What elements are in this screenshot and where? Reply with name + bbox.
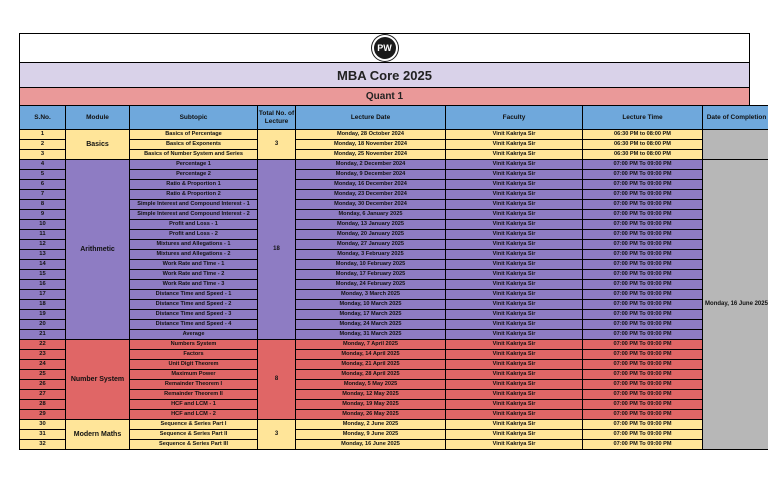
- table-row: [20, 150, 768, 160]
- cell-faculty: Vinit Kakriya Sir: [446, 210, 583, 220]
- cell-sno: 8: [20, 200, 66, 210]
- cell-sno: 32: [20, 440, 66, 450]
- cell-subtopic: Ratio & Proportion 2: [130, 190, 258, 200]
- cell-faculty: Vinit Kakriya Sir: [446, 380, 583, 390]
- table-row: [20, 260, 768, 270]
- cell-sno: 12: [20, 240, 66, 250]
- cell-subtopic: Distance Time and Speed - 3: [130, 310, 258, 320]
- cell-faculty: Vinit Kakriya Sir: [446, 160, 583, 170]
- cell-time: 07:00 PM To 09:00 PM: [583, 420, 703, 430]
- table-row: [20, 230, 768, 240]
- header-subtopic: Subtopic: [130, 106, 258, 130]
- cell-time: 07:00 PM To 09:00 PM: [583, 390, 703, 400]
- cell-subtopic: Remainder Theorem I: [130, 380, 258, 390]
- cell-sno: 26: [20, 380, 66, 390]
- cell-time: 07:00 PM To 09:00 PM: [583, 250, 703, 260]
- cell-faculty: Vinit Kakriya Sir: [446, 250, 583, 260]
- cell-faculty: Vinit Kakriya Sir: [446, 150, 583, 160]
- cell-sno: 2: [20, 140, 66, 150]
- cell-subtopic: Basics of Exponents: [130, 140, 258, 150]
- subject-title: Quant 1: [19, 87, 750, 105]
- cell-faculty: Vinit Kakriya Sir: [446, 270, 583, 280]
- cell-sno: 18: [20, 300, 66, 310]
- table-row: [20, 370, 768, 380]
- cell-time: 07:00 PM To 09:00 PM: [583, 410, 703, 420]
- table-row: [20, 210, 768, 220]
- cell-time: 07:00 PM To 09:00 PM: [583, 440, 703, 450]
- table-row: [20, 380, 768, 390]
- cell-sno: 1: [20, 130, 66, 140]
- cell-time: 07:00 PM To 09:00 PM: [583, 180, 703, 190]
- cell-sno: 30: [20, 420, 66, 430]
- cell-time: 07:00 PM To 09:00 PM: [583, 300, 703, 310]
- cell-faculty: Vinit Kakriya Sir: [446, 170, 583, 180]
- cell-time: 06:30 PM to 08:00 PM: [583, 140, 703, 150]
- cell-sno: 25: [20, 370, 66, 380]
- cell-faculty: Vinit Kakriya Sir: [446, 190, 583, 200]
- table-row: [20, 440, 768, 450]
- cell-module: Number System: [66, 340, 130, 420]
- table-row: [20, 340, 768, 350]
- cell-faculty: Vinit Kakriya Sir: [446, 390, 583, 400]
- cell-sno: 21: [20, 330, 66, 340]
- table-row: [20, 300, 768, 310]
- schedule-body: [20, 130, 768, 450]
- cell-sno: 7: [20, 190, 66, 200]
- cell-sno: 24: [20, 360, 66, 370]
- cell-faculty: Vinit Kakriya Sir: [446, 320, 583, 330]
- cell-subtopic: Sequence & Series Part I: [130, 420, 258, 430]
- cell-date: Monday, 19 May 2025: [296, 400, 446, 410]
- cell-time: 07:00 PM To 09:00 PM: [583, 430, 703, 440]
- cell-faculty: Vinit Kakriya Sir: [446, 350, 583, 360]
- table-row: [20, 200, 768, 210]
- cell-subtopic: Numbers System: [130, 340, 258, 350]
- cell-date: Monday, 3 February 2025: [296, 250, 446, 260]
- cell-time: 07:00 PM To 09:00 PM: [583, 290, 703, 300]
- cell-time: 07:00 PM To 09:00 PM: [583, 170, 703, 180]
- cell-faculty: Vinit Kakriya Sir: [446, 430, 583, 440]
- header-completion: Date of Completion: [703, 106, 768, 130]
- cell-date: Monday, 7 April 2025: [296, 340, 446, 350]
- table-row: [20, 180, 768, 190]
- cell-time: 07:00 PM To 09:00 PM: [583, 340, 703, 350]
- table-row: [20, 400, 768, 410]
- header-date: Lecture Date: [296, 106, 446, 130]
- cell-faculty: Vinit Kakriya Sir: [446, 360, 583, 370]
- cell-subtopic: Factors: [130, 350, 258, 360]
- cell-time: 07:00 PM To 09:00 PM: [583, 400, 703, 410]
- cell-sno: 3: [20, 150, 66, 160]
- cell-date: Monday, 25 November 2024: [296, 150, 446, 160]
- cell-faculty: Vinit Kakriya Sir: [446, 230, 583, 240]
- cell-subtopic: Basics of Number System and Series: [130, 150, 258, 160]
- header-faculty: Faculty: [446, 106, 583, 130]
- cell-date: Monday, 24 February 2025: [296, 280, 446, 290]
- cell-sno: 22: [20, 340, 66, 350]
- cell-sno: 23: [20, 350, 66, 360]
- cell-sno: 13: [20, 250, 66, 260]
- table-row: [20, 390, 768, 400]
- cell-time: 07:00 PM To 09:00 PM: [583, 210, 703, 220]
- cell-module: Basics: [66, 130, 130, 160]
- cell-module: Arithmetic: [66, 160, 130, 340]
- cell-faculty: Vinit Kakriya Sir: [446, 340, 583, 350]
- cell-faculty: Vinit Kakriya Sir: [446, 130, 583, 140]
- cell-time: 07:00 PM To 09:00 PM: [583, 190, 703, 200]
- cell-faculty: Vinit Kakriya Sir: [446, 420, 583, 430]
- cell-subtopic: Mixtures and Allegations - 1: [130, 240, 258, 250]
- cell-time: 07:00 PM To 09:00 PM: [583, 310, 703, 320]
- table-row: [20, 140, 768, 150]
- cell-sno: 20: [20, 320, 66, 330]
- cell-sno: 9: [20, 210, 66, 220]
- table-row: [20, 170, 768, 180]
- cell-subtopic: Distance Time and Speed - 1: [130, 290, 258, 300]
- cell-date: Monday, 23 December 2024: [296, 190, 446, 200]
- cell-subtopic: Ratio & Proportion 1: [130, 180, 258, 190]
- table-row: [20, 430, 768, 440]
- cell-subtopic: Remainder Theorem II: [130, 390, 258, 400]
- cell-subtopic: Simple Interest and Compound Interest - 2: [130, 210, 258, 220]
- table-row: [20, 310, 768, 320]
- page-title: MBA Core 2025: [19, 62, 750, 87]
- cell-completion: Monday, 16 June 2025: [703, 160, 768, 450]
- table-row: [20, 420, 768, 430]
- cell-lecture-count: 3: [258, 130, 296, 160]
- cell-time: 07:00 PM To 09:00 PM: [583, 220, 703, 230]
- cell-time: 07:00 PM To 09:00 PM: [583, 240, 703, 250]
- cell-faculty: Vinit Kakriya Sir: [446, 400, 583, 410]
- cell-time: 07:00 PM To 09:00 PM: [583, 320, 703, 330]
- logo-band: [19, 33, 750, 62]
- cell-time: 07:00 PM To 09:00 PM: [583, 160, 703, 170]
- cell-subtopic: Percentage 1: [130, 160, 258, 170]
- cell-sno: 16: [20, 280, 66, 290]
- cell-date: Monday, 28 October 2024: [296, 130, 446, 140]
- cell-sno: 5: [20, 170, 66, 180]
- table-row: [20, 270, 768, 280]
- table-row: [20, 280, 768, 290]
- table-row: [20, 160, 768, 170]
- table-row: [20, 220, 768, 230]
- cell-subtopic: Unit Digit Theorem: [130, 360, 258, 370]
- table-row: [20, 320, 768, 330]
- cell-subtopic: Profit and Loss - 1: [130, 220, 258, 230]
- cell-faculty: Vinit Kakriya Sir: [446, 280, 583, 290]
- cell-date: Monday, 2 June 2025: [296, 420, 446, 430]
- cell-subtopic: Work Rate and Time - 3: [130, 280, 258, 290]
- table-row: [20, 240, 768, 250]
- cell-faculty: Vinit Kakriya Sir: [446, 310, 583, 320]
- cell-lecture-count: 18: [258, 160, 296, 340]
- cell-faculty: Vinit Kakriya Sir: [446, 410, 583, 420]
- cell-subtopic: Distance Time and Speed - 2: [130, 300, 258, 310]
- cell-subtopic: Mixtures and Allegations - 2: [130, 250, 258, 260]
- cell-subtopic: Distance Time and Speed - 4: [130, 320, 258, 330]
- cell-date: Monday, 28 April 2025: [296, 370, 446, 380]
- cell-sno: 15: [20, 270, 66, 280]
- cell-sno: 19: [20, 310, 66, 320]
- cell-faculty: Vinit Kakriya Sir: [446, 290, 583, 300]
- cell-sno: 28: [20, 400, 66, 410]
- header-time: Lecture Time: [583, 106, 703, 130]
- cell-sno: 29: [20, 410, 66, 420]
- cell-time: 07:00 PM To 09:00 PM: [583, 350, 703, 360]
- cell-time: 07:00 PM To 09:00 PM: [583, 380, 703, 390]
- pw-logo: PW: [374, 37, 396, 59]
- cell-date: Monday, 9 December 2024: [296, 170, 446, 180]
- cell-subtopic: Maximum Power: [130, 370, 258, 380]
- cell-date: Monday, 26 May 2025: [296, 410, 446, 420]
- cell-subtopic: Simple Interest and Compound Interest - 1: [130, 200, 258, 210]
- cell-sno: 11: [20, 230, 66, 240]
- cell-time: 07:00 PM To 09:00 PM: [583, 260, 703, 270]
- cell-time: 07:00 PM To 09:00 PM: [583, 200, 703, 210]
- cell-faculty: Vinit Kakriya Sir: [446, 330, 583, 340]
- cell-date: Monday, 21 April 2025: [296, 360, 446, 370]
- cell-time: 07:00 PM To 09:00 PM: [583, 230, 703, 240]
- cell-date: Monday, 3 March 2025: [296, 290, 446, 300]
- cell-subtopic: Sequence & Series Part II: [130, 430, 258, 440]
- cell-faculty: Vinit Kakriya Sir: [446, 180, 583, 190]
- cell-subtopic: HCF and LCM - 2: [130, 410, 258, 420]
- table-row: [20, 190, 768, 200]
- cell-module: Modern Maths: [66, 420, 130, 450]
- cell-date: Monday, 24 March 2025: [296, 320, 446, 330]
- cell-time: 07:00 PM To 09:00 PM: [583, 270, 703, 280]
- schedule-sheet: [19, 33, 768, 450]
- schedule-table: [19, 105, 768, 450]
- cell-subtopic: Percentage 2: [130, 170, 258, 180]
- cell-time: 06:30 PM to 08:00 PM: [583, 130, 703, 140]
- cell-sno: 27: [20, 390, 66, 400]
- cell-faculty: Vinit Kakriya Sir: [446, 240, 583, 250]
- cell-date: Monday, 6 January 2025: [296, 210, 446, 220]
- cell-lecture-count: 3: [258, 420, 296, 450]
- cell-subtopic: Work Rate and Time - 1: [130, 260, 258, 270]
- cell-faculty: Vinit Kakriya Sir: [446, 370, 583, 380]
- cell-faculty: Vinit Kakriya Sir: [446, 300, 583, 310]
- cell-subtopic: Basics of Percentage: [130, 130, 258, 140]
- cell-subtopic: Average: [130, 330, 258, 340]
- cell-date: Monday, 14 April 2025: [296, 350, 446, 360]
- table-row: [20, 350, 768, 360]
- cell-sno: 6: [20, 180, 66, 190]
- cell-sno: 17: [20, 290, 66, 300]
- cell-time: 07:00 PM To 09:00 PM: [583, 330, 703, 340]
- cell-faculty: Vinit Kakriya Sir: [446, 140, 583, 150]
- cell-faculty: Vinit Kakriya Sir: [446, 200, 583, 210]
- cell-date: Monday, 31 March 2025: [296, 330, 446, 340]
- table-row: [20, 410, 768, 420]
- table-row: [20, 130, 768, 140]
- cell-date: Monday, 17 February 2025: [296, 270, 446, 280]
- cell-faculty: Vinit Kakriya Sir: [446, 260, 583, 270]
- cell-date: Monday, 27 January 2025: [296, 240, 446, 250]
- cell-faculty: Vinit Kakriya Sir: [446, 440, 583, 450]
- header-module: Module: [66, 106, 130, 130]
- cell-date: Monday, 20 January 2025: [296, 230, 446, 240]
- cell-time: 07:00 PM To 09:00 PM: [583, 370, 703, 380]
- table-row: [20, 360, 768, 370]
- header-row: [20, 106, 768, 130]
- cell-subtopic: Work Rate and Time - 2: [130, 270, 258, 280]
- table-row: [20, 250, 768, 260]
- cell-date: Monday, 13 January 2025: [296, 220, 446, 230]
- cell-date: Monday, 16 December 2024: [296, 180, 446, 190]
- table-row: [20, 290, 768, 300]
- cell-sno: 4: [20, 160, 66, 170]
- cell-subtopic: Profit and Loss - 2: [130, 230, 258, 240]
- cell-completion-empty: [703, 130, 768, 160]
- cell-time: 06:30 PM to 08:00 PM: [583, 150, 703, 160]
- header-total: Total No. of Lecture: [258, 106, 296, 130]
- cell-date: Monday, 12 May 2025: [296, 390, 446, 400]
- cell-time: 07:00 PM To 09:00 PM: [583, 360, 703, 370]
- cell-sno: 31: [20, 430, 66, 440]
- cell-date: Monday, 30 December 2024: [296, 200, 446, 210]
- cell-date: Monday, 5 May 2025: [296, 380, 446, 390]
- cell-sno: 10: [20, 220, 66, 230]
- cell-date: Monday, 10 March 2025: [296, 300, 446, 310]
- cell-date: Monday, 16 June 2025: [296, 440, 446, 450]
- table-row: [20, 330, 768, 340]
- cell-faculty: Vinit Kakriya Sir: [446, 220, 583, 230]
- cell-date: Monday, 17 March 2025: [296, 310, 446, 320]
- header-sno: S.No.: [20, 106, 66, 130]
- cell-time: 07:00 PM To 09:00 PM: [583, 280, 703, 290]
- cell-date: Monday, 2 December 2024: [296, 160, 446, 170]
- cell-subtopic: Sequence & Series Part III: [130, 440, 258, 450]
- cell-subtopic: HCF and LCM - 1: [130, 400, 258, 410]
- cell-date: Monday, 9 June 2025: [296, 430, 446, 440]
- cell-date: Monday, 18 November 2024: [296, 140, 446, 150]
- cell-lecture-count: 8: [258, 340, 296, 420]
- cell-sno: 14: [20, 260, 66, 270]
- cell-date: Monday, 10 February 2025: [296, 260, 446, 270]
